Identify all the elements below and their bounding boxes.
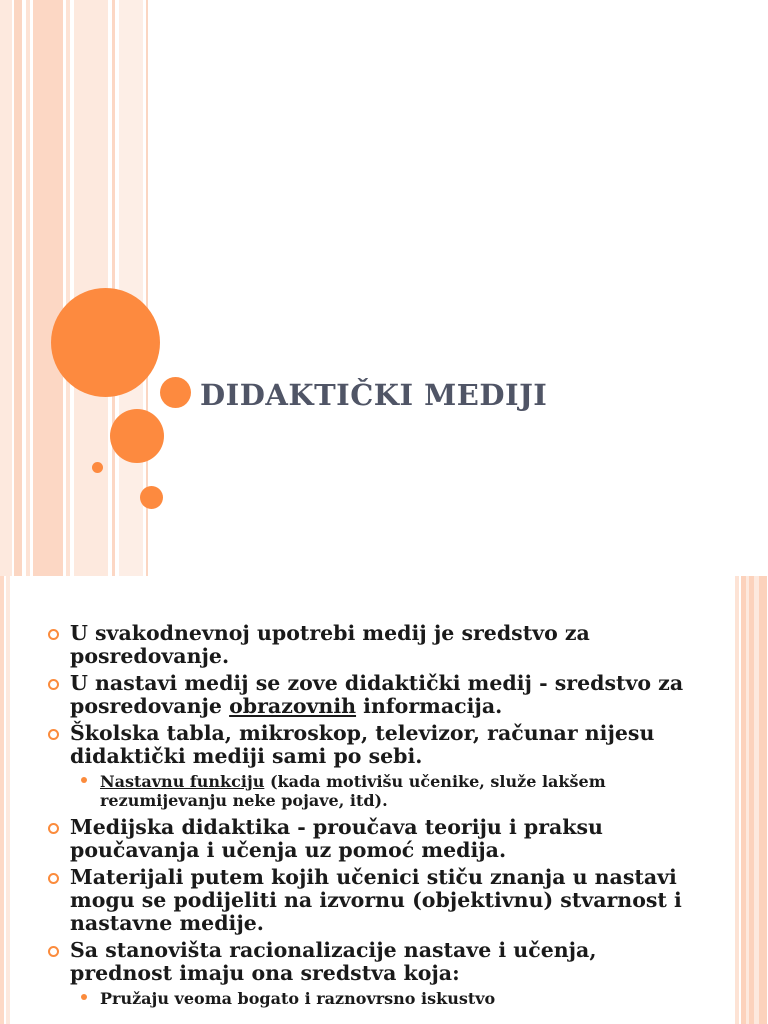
bullet-icon — [48, 629, 59, 640]
stripe — [746, 576, 749, 1024]
list-item — [44, 816, 704, 862]
sub-list-item — [44, 772, 704, 810]
sub-bullet-text: Pružaju veoma bogato i raznovrsno iskustvo — [100, 989, 496, 1008]
list-item — [44, 672, 704, 718]
content-slide — [0, 576, 768, 1024]
bullet-icon — [48, 729, 59, 740]
stripe — [735, 576, 739, 1024]
stripe — [6, 576, 10, 1024]
slide-title: DIDAKTIČKI MEDIJI — [200, 378, 548, 412]
stripe — [0, 0, 12, 576]
bullet-text: U nastavi medij se zove didaktički medij - sredstvo za posredovanje obrazovnih informacija. — [70, 671, 684, 718]
stripe — [754, 576, 759, 1024]
small-circle — [140, 486, 163, 509]
underlined-text: Nastavnu funkciju — [100, 772, 265, 791]
sub-bullet-icon — [81, 777, 87, 783]
stripe — [119, 0, 143, 576]
bullet-icon — [48, 873, 59, 884]
bullet-text: Medijska didaktika - proučava teoriju i praksu poučavanja i učenja uz pomoć medija. — [70, 815, 603, 862]
list-item — [44, 722, 704, 768]
underlined-text: obrazovnih — [229, 694, 357, 718]
sub-list-item — [44, 989, 704, 1008]
small-circle — [160, 377, 191, 408]
bullet-list — [44, 622, 704, 1014]
sub-bullet-text: Nastavnu funkciju (kada motivišu učenike, služe lakšem rezumijevanju neke pojave, itd). — [100, 772, 606, 810]
bullet-icon — [48, 946, 59, 957]
stripe — [0, 576, 4, 1024]
tiny-circle — [92, 462, 103, 473]
list-item — [44, 622, 704, 668]
bullet-text: U svakodnevnoj upotrebi medij je sredstvo za posredovanje. — [70, 621, 590, 668]
bullet-icon — [48, 823, 59, 834]
stripe — [33, 0, 63, 576]
large-circle — [51, 288, 160, 397]
stripe — [26, 0, 30, 576]
list-item — [44, 939, 704, 985]
list-item — [44, 866, 704, 935]
bullet-text: Sa stanovišta racionalizacije nastave i učenja, prednost imaju ona sredstva koja: — [70, 938, 597, 985]
bullet-text: Školska tabla, mikroskop, televizor, računar nijesu didaktički mediji sami po sebi. — [70, 721, 655, 768]
medium-circle — [110, 409, 164, 463]
stripe — [66, 0, 70, 576]
bullet-text: Materijali putem kojih učenici stiču znanja u nastavi mogu se podijeliti na izvornu (objektivnu) stvarnost i nastavne medije. — [70, 865, 682, 935]
stripe — [14, 0, 22, 576]
sub-bullet-icon — [81, 994, 87, 1000]
bullet-icon — [48, 679, 59, 690]
